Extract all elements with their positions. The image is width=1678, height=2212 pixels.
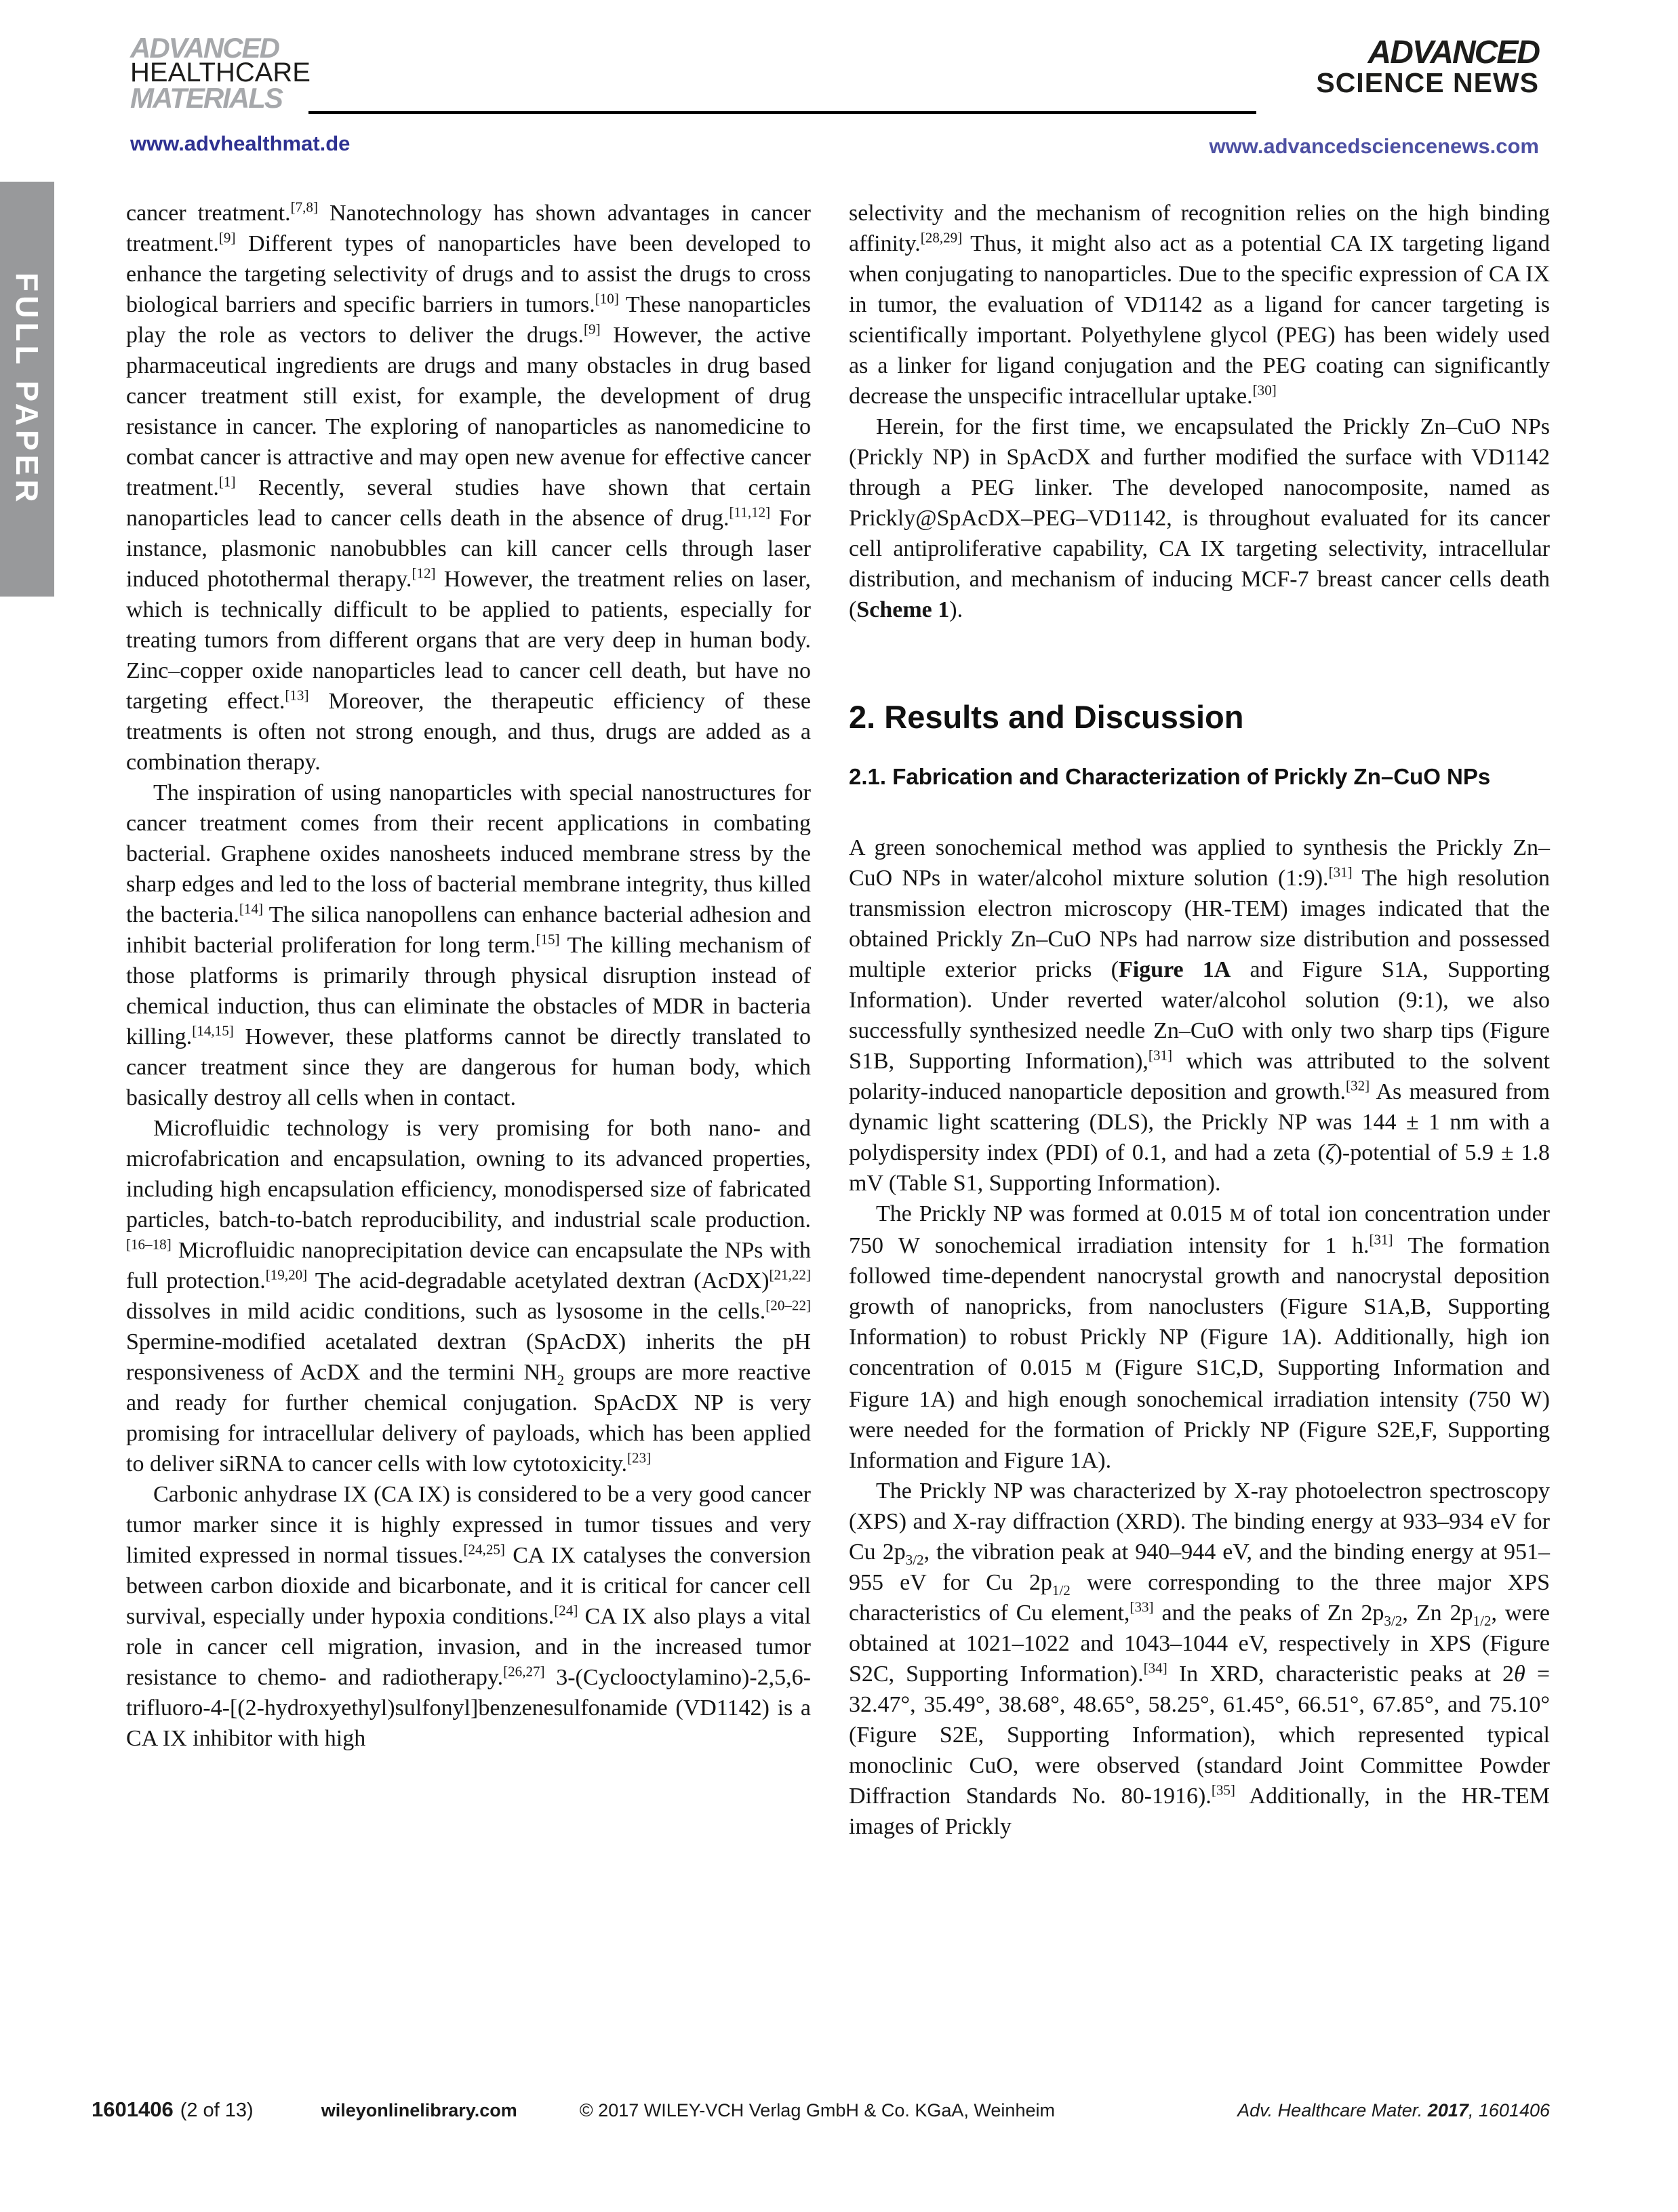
journal-logo-line2: HEALTHCARE [130, 58, 311, 87]
right-column [849, 198, 1550, 1842]
science-news-logo-line1: ADVANCED [1367, 35, 1539, 71]
journal-logo [130, 32, 311, 114]
copyright-text: © 2017 WILEY-VCH Verlag GmbH & Co. KGaA, Weinheim [579, 2100, 1055, 2120]
citation-journal: Adv. Healthcare Mater. [1237, 2100, 1423, 2120]
science-news-logo [1316, 35, 1539, 98]
citation-year: 2017 [1427, 2100, 1469, 2120]
page-number: (2 of 13) [180, 2099, 254, 2121]
body-paragraph: The Prickly NP was characterized by X-ray photoelectron spectroscopy (XPS) and X-ray diffraction (XRD). The binding energy at 933–934 eV for Cu $2p_{3/2}$, the vibration peak at 940–944 eV, and the binding energy at 951–955 eV for Cu $2p_{1/2}$ were corresponding to the three major XPS characteristics of Cu element,[33] and the peaks of Zn $2p_{3/2}$, Zn $2p_{1/2}$, were obtained at 1021–1022 and 1043–1044 eV, respectively in XPS (Figure S2C, Supporting Information).[34] In XRD, characteristic peaks at 2θ = 32.47°, 35.49°, 38.68°, 48.65°, 58.25°, 61.45°, 66.51°, 67.85°, and 75.10° (Figure S2E, Supporting Information), which represented typical monoclinic CuO, were observed (standard Joint Committee Powder Diffraction Standards No. 80-1916).[35] Additionally, in the HR-TEM images of Prickly [849, 1479, 1551, 1839]
body-paragraph: A green sonochemical method was applied to synthesis the Prickly Zn–CuO NPs in water/alcohol mixture solution (1:9).[31] The high resolution transmission electron microscopy (HR-TEM) images indicated that the obtained Prickly Zn–CuO NPs had narrow size distribution and possessed multiple exterior pricks (Figure 1A and Figure S1A, Supporting Information). Under reverted water/alcohol solution (9:1), we also successfully synthesized needle Zn–CuO with only two sharp tips (Figure S1B, Supporting Information),[31] which was attributed to the solvent polarity-induced nanoparticle deposition and growth.[32] As measured from dynamic light scattering (DLS), the Prickly NP was 144 ± 1 nm with a polydispersity index (PDI) of 0.1, and had a zeta (ζ)-potential of 5.9 ± 1.8 mV (Table S1, Supporting Information). [849, 835, 1551, 1196]
section-heading: 2. Results and Discussion [849, 699, 1244, 735]
science-news-logo-line2: SCIENCE NEWS [1316, 67, 1539, 98]
body-paragraph: The inspiration of using nanoparticles with special nanostructures for cancer treatment comes from their recent applications in combating bacterial. Graphene oxides nanosheets induced membrane stress by the sharp edges and led to the loss of bacterial membrane integrity, thus killed the bacteria.[14] The silica nanopollens can enhance bacterial adhesion and inhibit bacterial proliferation for long term.[15] The killing mechanism of those platforms is primarily through physical disruption instead of chemical induction, thus can eliminate the obstacles of MDR in bacteria killing.[14,15] However, these platforms cannot be directly translated to cancer treatment since they are dangerous for human body, which basically destroy all cells when in contact. [126, 780, 811, 1110]
article-id: 1601406 [92, 2097, 174, 2121]
header-divider [308, 111, 1256, 114]
article-type-label: FULL PAPER [9, 272, 45, 506]
library-link[interactable]: wileyonlinelibrary.com [321, 2100, 517, 2120]
body-paragraph: Herein, for the first time, we encapsulated the Prickly Zn–CuO NPs (Prickly NP) in SpAcDX and further modified the surface with VD1142 through a PEG linker. The developed nanocomposite, named as Prickly@SpAcDX–PEG–VD1142, is throughout evaluated for its cancer cell antiproliferative capability, CA IX targeting selectivity, intracellular distribution, and mechanism of inducing MCF-7 breast cancer cells death (Scheme 1). [849, 414, 1550, 622]
body-paragraph: The Prickly NP was formed at 0.015 M of total ion concentration under 750 W sonochemical irradiation intensity for 1 h.[31] The formation followed time-dependent nanocrystal growth and nanocrystal deposition growth of nanopricks, from nanoclusters (Figure S1A,B, Supporting Information) to robust Prickly NP (Figure 1A). Additionally, high ion concentration of 0.015 M (Figure S1C,D, Supporting Information and Figure 1A) and high enough sonochemical irradiation intensity (750 W) were needed for the formation of Prickly NP (Figure S2E,F, Supporting Information and Figure 1A). [849, 1201, 1551, 1473]
body-paragraph: Microfluidic technology is very promising for both nano- and microfabrication and encapsulation, owning to its advanced properties, including high encapsulation efficiency, monodispersed size of fabricated particles, batch-to-batch reproducibility, and industrial scale production.[16–18] Microfluidic nanoprecipitation device can encapsulate the NPs with full protection.[19,20] The acid-degradable acetylated dextran (AcDX)[21,22] dissolves in mild acidic conditions, such as lysosome in the cells.[20–22] Spermine-modified acetalated dextran (SpAcDX) inherits the pH responsiveness of AcDX and the termini $NH_2$ groups are more reactive and ready for further chemical conjugation. SpAcDX NP is very promising for intracellular delivery of payloads, which has been applied to deliver siRNA to cancer cells with low cytotoxicity.[23] [126, 1116, 811, 1476]
article-body [126, 198, 1550, 1842]
body-paragraph: cancer treatment.[7,8] Nanotechnology has shown advantages in cancer treatment.[9] Different types of nanoparticles have been developed to enhance the targeting selectivity of drugs and to assist the drugs to cross biological barriers and specific barriers in tumors.[10] These nanoparticles play the role as vectors to deliver the drugs.[9] However, the active pharmaceutical ingredients are drugs and many obstacles in drug based cancer treatment still exist, for example, the development of drug resistance in cancer. The exploring of nanoparticles as nanomedicine to combat cancer is attractive and may open new avenue for effective cancer treatment.[1] Recently, several studies have shown that certain nanoparticles lead to cancer cells death in the absence of drug.[11,12] For instance, plasmonic nanobubbles can kill cancer cells through laser induced photothermal therapy.[12] However, the treatment relies on laser, which is technically difficult to be applied to patients, especially for treating tumors from different organs that are very deep in human body. Zinc–copper oxide nanoparticles lead to cancer cell death, but have no targeting effect.[13] Moreover, the therapeutic efficiency of these treatments is often not strong enough, and thus, drugs are added as a combination therapy. [126, 199, 812, 775]
article-type-banner [0, 182, 54, 597]
citation [1237, 2100, 1550, 2121]
science-news-url-link[interactable]: www.advancedsciencenews.com [1209, 134, 1539, 158]
page-footer [92, 2097, 1550, 2122]
journal-url-link[interactable]: www.advhealthmat.de [130, 132, 351, 155]
citation-id: , 1601406 [1468, 2100, 1550, 2120]
body-paragraph: Carbonic anhydrase IX (CA IX) is considered to be a very good cancer tumor marker since it is highly expressed in tumor tissues and very limited expressed in normal tissues.[24,25] CA IX catalyses the conversion between carbon dioxide and bicarbonate, and it is critical for cancer cell survival, especially under hypoxia conditions.[24] CA IX also plays a vital role in cancer cell migration, invasion, and in the increased tumor resistance to chemo- and radiotherapy.[26,27] 3-(Cyclooctylamino)-2,5,6-trifluoro-4-[(2-hydroxyethyl)sulfonyl]benzenesulfonamide (VD1142) is a CA IX inhibitor with high [126, 1482, 812, 1751]
journal-logo-line1: ADVANCED [130, 32, 279, 64]
subsection-heading: 2.1. Fabrication and Characterization of Prickly Zn–CuO NPs [849, 764, 1491, 789]
journal-logo-line3: MATERIALS [130, 82, 282, 114]
body-paragraph: selectivity and the mechanism of recognition relies on the high binding affinity.[28,29] Thus, it might also act as a potential CA IX targeting ligand when conjugating to nanoparticles. Due to the specific expression of CA IX in tumor, the evaluation of VD1142 as a ligand for cancer targeting is scientifically important. Polyethylene glycol (PEG) has been widely used as a linker for ligand conjugation and the PEG coating can significantly decrease the unspecific intracellular uptake.[30] [849, 201, 1550, 409]
left-column [126, 198, 811, 1842]
